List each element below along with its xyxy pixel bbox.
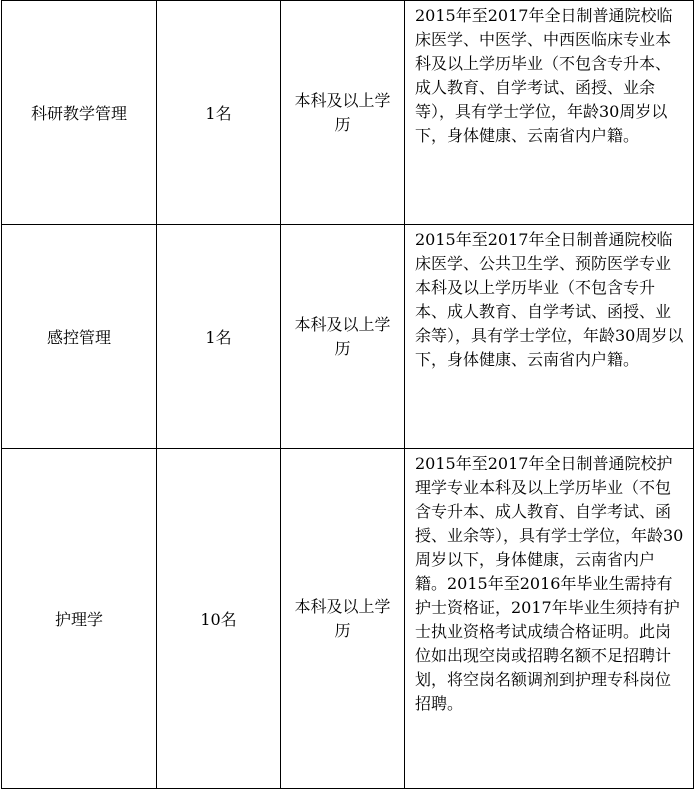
education-cell	[281, 449, 405, 789]
education-cell	[281, 1, 405, 225]
education-text: 本科及以上学历	[294, 314, 391, 358]
requirements-cell: 2015年至2017年全日制普通院校临床医学、中医学、中西医临床专业本科及以上学历毕业（不包含专升本、成人教育、自学考试、函授、业余等），具有学士学位，年龄30周岁以下，身体健康、云南省内户籍。	[405, 1, 694, 225]
education-text: 本科及以上学历	[294, 596, 391, 640]
headcount-cell: 1名	[157, 1, 281, 225]
position-cell: 科研教学管理	[2, 1, 157, 225]
position-cell: 护理学	[2, 449, 157, 789]
headcount-cell: 1名	[157, 225, 281, 449]
headcount-cell: 10名	[157, 449, 281, 789]
table-row	[2, 1, 694, 225]
requirements-cell: 2015年至2017年全日制普通院校临床医学、公共卫生学、预防医学专业本科及以上学历毕业（不包含专升本、成人教育、自学考试、函授、业余等），具有学士学位，年龄30周岁以下，身体健康、云南省内户籍。	[405, 225, 694, 449]
position-cell: 感控管理	[2, 225, 157, 449]
recruitment-table	[1, 0, 694, 789]
education-cell	[281, 225, 405, 449]
table-row	[2, 225, 694, 449]
education-text: 本科及以上学历	[294, 90, 391, 134]
table-row	[2, 449, 694, 789]
requirements-cell: 2015年至2017年全日制普通院校护理学专业本科及以上学历毕业（不包含专升本、成人教育、自学考试、函授、业余等），具有学士学位，年龄30周岁以下，身体健康，云南省内户籍。2015年至2016年毕业生需持有护士资格证，2017年毕业生须持有护士执业资格考试成绩合格证明。此岗位如出现空岗或招聘名额不足招聘计划，将空岗名额调剂到护理专科岗位招聘。	[405, 449, 694, 789]
